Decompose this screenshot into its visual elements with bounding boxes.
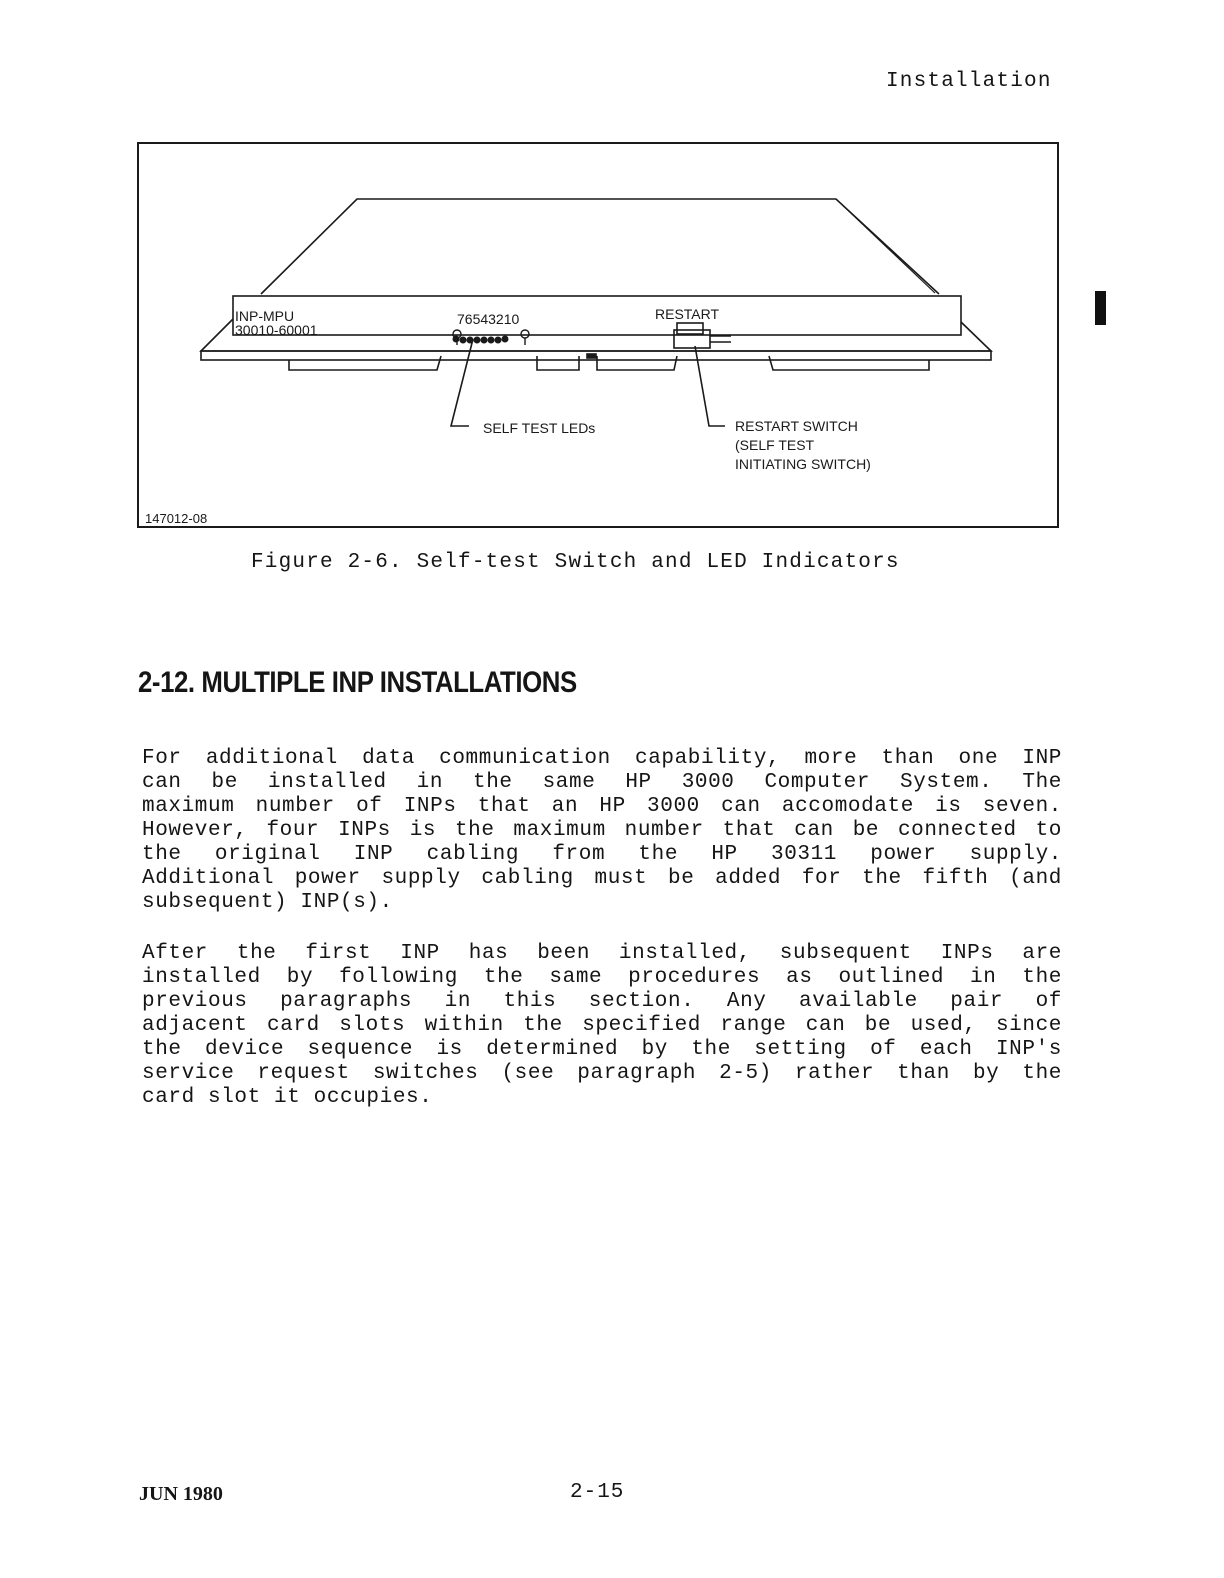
board-outline (261, 199, 939, 294)
footer-date: JUN 1980 (139, 1483, 223, 1505)
figure-caption: Figure 2-6. Self-test Switch and LED Indicators (251, 551, 900, 574)
running-header: Installation (886, 70, 1052, 93)
led-bit-numbers: 76543210 (457, 311, 520, 327)
figure-id: 147012-08 (145, 511, 208, 526)
page-number: 2-15 (570, 1481, 625, 1504)
text-line: For additional data communication capability, more than one INP (142, 747, 1062, 770)
paragraph-multiple-inp-capacity (142, 747, 1062, 915)
text-line: card slot it occupies. (142, 1086, 433, 1109)
paragraph-subsequent-installation (142, 942, 1062, 1110)
restart-label: RESTART (655, 306, 720, 322)
self-test-led-row (453, 336, 509, 344)
text-line: After the first INP has been installed, subsequent INPs are (142, 942, 1062, 965)
self-test-leds-callout: SELF TEST LEDs (483, 420, 596, 436)
board-name-label: INP-MPU (235, 308, 295, 324)
text-line: previous paragraphs in this section. Any available pair of (142, 990, 1062, 1013)
part-number-label: 30010-60001 (235, 322, 318, 338)
text-line: Additional power supply cabling must be added for the fifth (and (142, 867, 1062, 890)
section-heading: 2-12. MULTIPLE INP INSTALLATIONS (138, 666, 577, 699)
figure-self-test-board (137, 142, 1059, 528)
restart-switch-callout-line-2: (SELF TEST (735, 437, 815, 453)
restart-switch-body (674, 330, 710, 348)
text-line: maximum number of INPs that an HP 3000 can accomodate is seven. (142, 795, 1062, 818)
front-panel-strip (233, 296, 961, 335)
restart-switch-callout-line-3: INITIATING SWITCH) (735, 456, 871, 472)
text-line: subsequent) INP(s). (142, 891, 393, 914)
restart-switch-callout-line-1: RESTART SWITCH (735, 418, 858, 434)
text-line: adjacent card slots within the specified range can be used, since (142, 1014, 1062, 1037)
text-line: the device sequence is determined by the setting of each INP's (142, 1038, 1062, 1061)
text-line: installed by following the same procedures as outlined in the (142, 966, 1062, 989)
change-bar (1095, 291, 1106, 325)
text-line: the original INP cabling from the HP 30311 power supply. (142, 843, 1062, 866)
text-line: service request switches (see paragraph 2-5) rather than by the (142, 1062, 1062, 1085)
text-line: However, four INPs is the maximum number that can be connected to (142, 819, 1062, 842)
text-line: can be installed in the same HP 3000 Computer System. The (142, 771, 1062, 794)
